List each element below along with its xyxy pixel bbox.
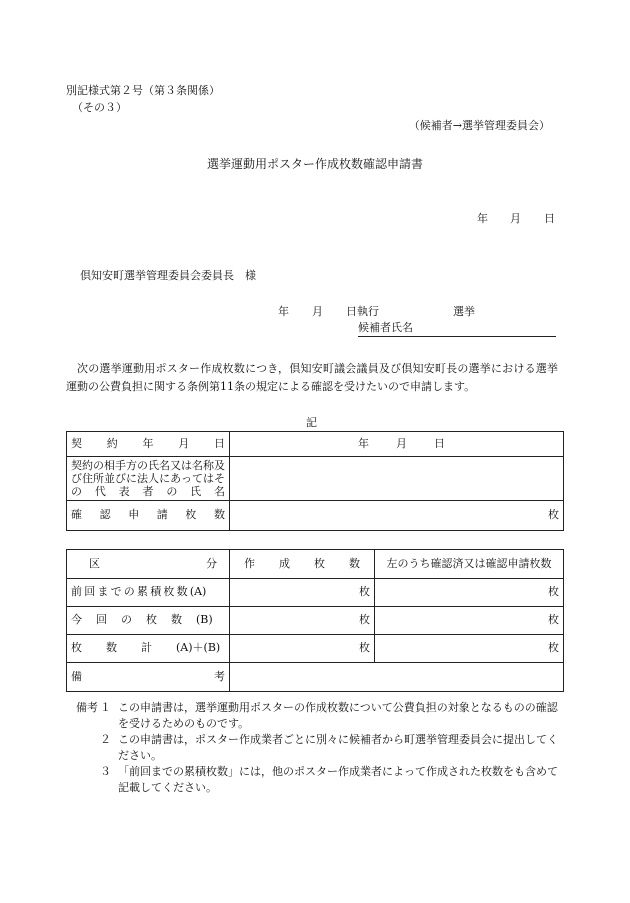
election-month: 月	[312, 305, 323, 318]
table-row	[67, 635, 564, 663]
date-day: 日	[544, 212, 555, 225]
count-table	[66, 549, 564, 692]
notes	[76, 700, 562, 796]
remarks-value	[230, 663, 564, 692]
candidate-name-label: 候補者氏名	[358, 321, 413, 334]
document-title: 選挙運動用ポスター作成枚数確認申請書	[206, 157, 423, 171]
header-created: 作成枚数	[230, 550, 375, 579]
row-unit-confirmed: 枚	[375, 635, 564, 663]
addressee: 倶知安町選挙管理委員会委員長 様	[80, 269, 256, 282]
contract-table	[66, 431, 564, 531]
form-number: 別記様式第２号（第３条関係）	[66, 84, 220, 97]
table-row	[67, 607, 564, 635]
election-type: 選挙	[453, 305, 475, 318]
ki-mark: 記	[306, 416, 317, 429]
header-confirmed: 左のうち確認済又は確認申請枚数	[375, 550, 564, 579]
election-day: 日執行	[346, 305, 379, 318]
contract-month: 月	[396, 437, 407, 450]
note-item: ３ 「前回までの累積枚数」には，他のポスター作成業者によって作成された枚数をも含めて記載してください。	[100, 765, 558, 794]
election-year: 年	[278, 305, 289, 318]
date-month: 月	[510, 212, 521, 225]
row-unit-created: 枚	[230, 579, 375, 607]
contract-date-label: 契約年月日	[67, 432, 230, 457]
row-label: 備考	[67, 663, 230, 692]
count-label: 確認申請枚数	[67, 501, 230, 531]
notes-heading: 備考	[76, 701, 98, 714]
table-row	[67, 579, 564, 607]
contract-party-value	[230, 457, 564, 501]
row-unit-confirmed: 枚	[375, 579, 564, 607]
row-unit-created: 枚	[230, 607, 375, 635]
row-label: 枚数計(A)＋(B)	[67, 635, 230, 663]
row-unit-created: 枚	[230, 635, 375, 663]
contract-year: 年	[358, 437, 369, 450]
count-unit: 枚	[230, 501, 564, 531]
note-item: ２ この申請書は，ポスター作成業者ごとに別々に候補者から町選挙管理委員会に提出してください。	[100, 733, 558, 762]
header-category: 区分	[67, 550, 230, 579]
date-year: 年	[477, 212, 488, 225]
candidate-name-line	[358, 322, 556, 337]
contract-date-value	[230, 432, 564, 457]
row-unit-confirmed: 枚	[375, 607, 564, 635]
row-label: 前回までの累積枚数(A)	[67, 579, 230, 607]
body-text: 次の選挙運動用ポスター作成枚数につき，倶知安町議会議員及び倶知安町長の選挙における選挙運動の公費負担に関する条例第11条の規定による確認を受けたいので申請します。	[66, 362, 558, 393]
table-row	[67, 663, 564, 692]
direction-note: （候補者→選挙管理委員会）	[408, 119, 550, 132]
contract-party-label: 契約の相手方の氏名又は名称及び住所並びに法人にあってはその代表者の氏名	[67, 457, 230, 501]
contract-day: 日	[434, 437, 445, 450]
note-item: 備考 １ この申請書は，選挙運動用ポスターの作成枚数について公費負担の対象となるものの確認を受けるためのものです。	[76, 701, 558, 730]
form-sub-number: （その３）	[72, 101, 127, 114]
row-label: 今回の枚数(B)	[67, 607, 230, 635]
